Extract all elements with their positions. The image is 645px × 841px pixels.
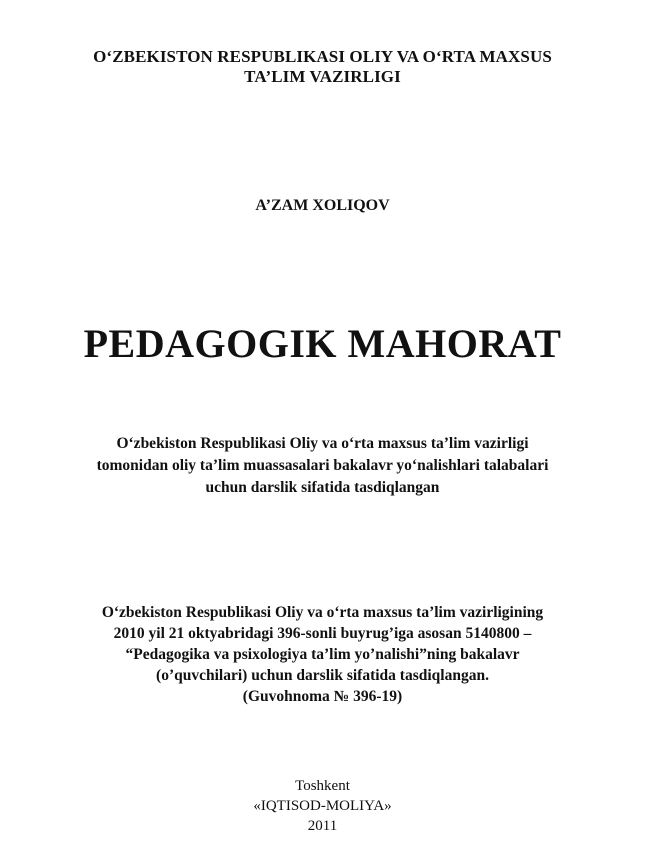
publication-year: 2011 <box>307 818 338 834</box>
approval-line-1: O‘zbekiston Respublikasi Oliy va o‘rta maxsus ta’lim vazirligi <box>116 435 529 452</box>
approval-line-3: uchun darslik sifatida tasdiqlangan <box>205 479 440 496</box>
book-title: PEDAGOGIK MAHORAT <box>83 321 562 366</box>
publisher-info <box>0 776 645 836</box>
ministry-line-2: TA’LIM VAZIRLIGI <box>244 67 401 86</box>
certificate-statement <box>0 602 645 707</box>
certificate-line-5: (Guvohnoma № 396-19) <box>242 688 403 705</box>
certificate-line-2: 2010 yil 21 oktyabridagi 396-sonli buyrug’iga asosan 5140800 – <box>113 625 532 642</box>
approval-statement <box>0 433 645 499</box>
certificate-line-1: O‘zbekiston Respublikasi Oliy va o‘rta maxsus ta’lim vazirligining <box>101 604 544 621</box>
ministry-heading <box>0 47 645 87</box>
publisher-name: «IQTISOD-MOLIYA» <box>253 798 392 814</box>
publisher-city: Toshkent <box>295 778 350 794</box>
certificate-line-4: (o’quvchilari) uchun darslik sifatida tasdiqlangan. <box>156 667 489 684</box>
author-name: A’ZAM XOLIQOV <box>255 197 390 214</box>
ministry-line-1: O‘ZBEKISTON RESPUBLIKASI OLIY VA O‘RTA MAXSUS <box>93 47 552 66</box>
certificate-line-3: “Pedagogika va psixologiya ta’lim yo’nalishi”ning bakalavr <box>125 646 520 663</box>
approval-line-2: tomonidan oliy ta’lim muassasalari bakalavr yo‘nalishlari talabalari <box>96 457 549 474</box>
